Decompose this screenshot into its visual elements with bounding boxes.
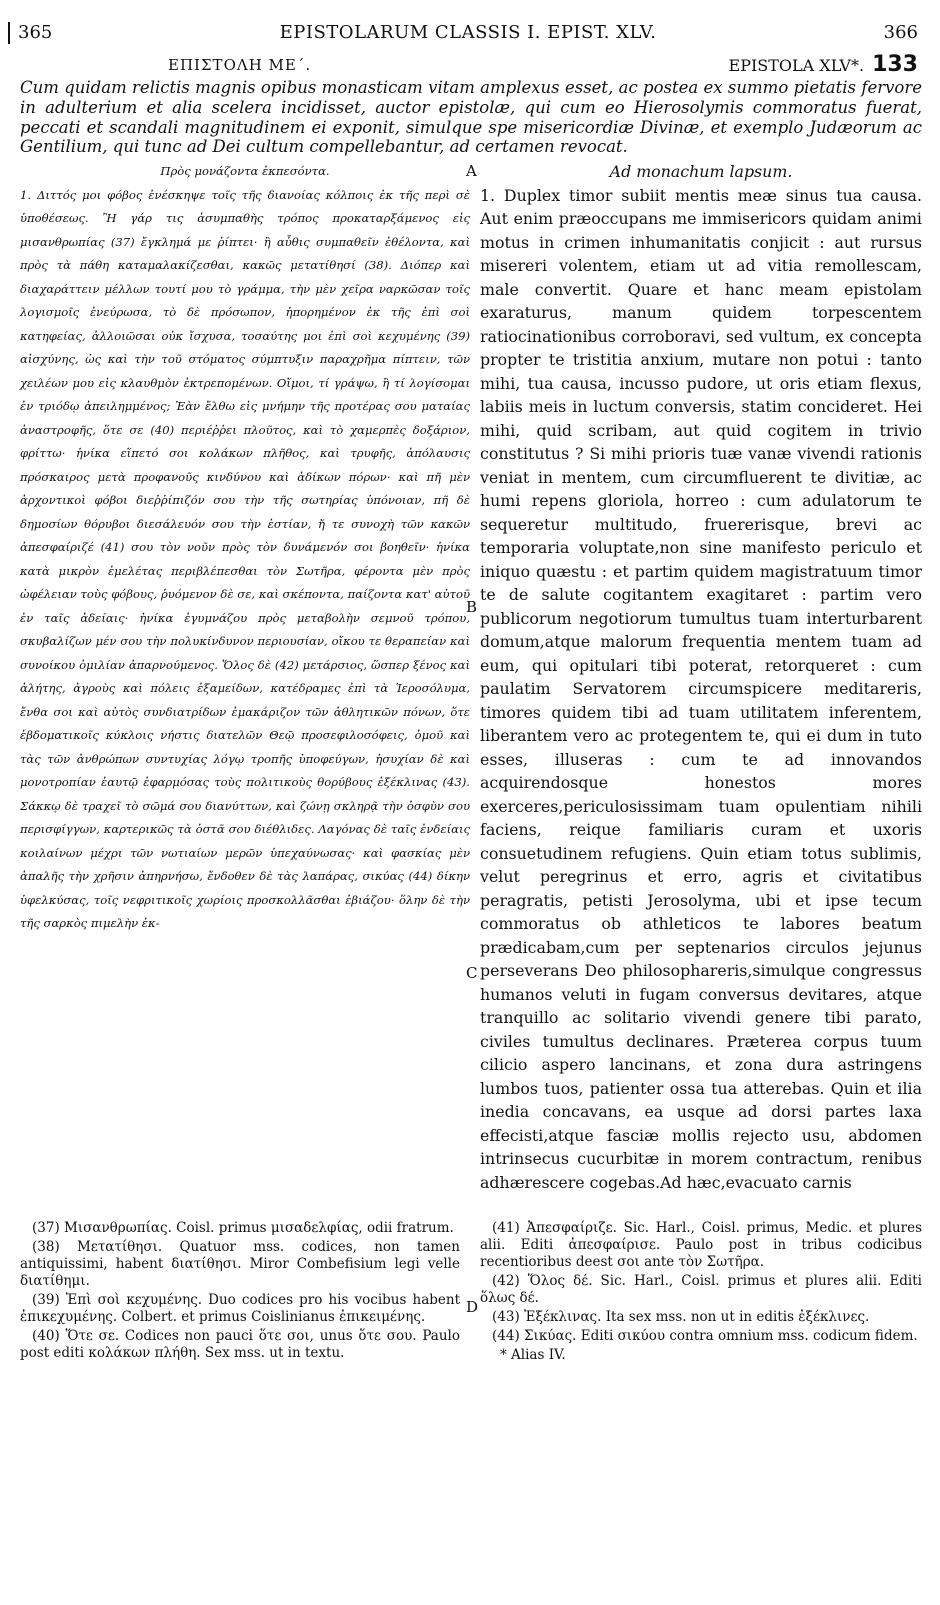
- latin-address: Ad monachum lapsum.: [609, 162, 793, 181]
- greek-epistle-title: ΕΠΙΣΤΟΛΗ ΜΕ΄.: [168, 56, 312, 74]
- footnote-43: (43) Ἐξέκλινας. Ita sex mss. non ut in editis ἐξέκλινες.: [492, 1309, 870, 1325]
- footnote-44: (44) Σικύας. Editi σικύου contra omnium mss. codicum fidem.: [492, 1328, 918, 1344]
- footnote-38: (38) Μετατίθησι. Quatuor mss. codices, non tamen antiquissimi, habent διατίθησι. Miror Combefisium legi velle διατίθημι.: [20, 1239, 460, 1289]
- page-number-left: 365: [18, 22, 53, 43]
- argument-summary: Cum quidam relictis magnis opibus monasticam vitam amplexus esset, ac postea ex summo pietatis fervore in adulterium et alia scelera incidisset, auctor epistolæ, qui cum eo Hierosolymis commoratus fuerat, peccati et scandali magnitudinem ei exponit, simulque spe misericordiæ Divinæ, et exemplo Judæorum ac Gentilium, qui tunc ad Dei cultum compellebantur, ad certamen revocat.: [20, 78, 922, 157]
- footnote-alias: * Alias IV.: [500, 1347, 566, 1363]
- footnotes-left: [20, 1220, 460, 1364]
- latin-text: 1. Duplex timor subiit mentis meæ sinus tua causa. Aut enim præoccupans me immisericors quidam animi motus in crimen inhumanitatis conjicit : aut rursus misereri volentem, etiam ut ad vitia remollescam, male convertit. Quare et hanc meam epistolam exaraturus, manum quidem torpescentem ratiocinationibus corroboravi, sed vultum, ex concepta propter te tristitia anxium, mutare non potui : tanto mihi, tua causa, incusso pudore, ut oris etiam flexus, labiis meis in luctum conversis, statim concideret. Hei mihi, quid scribam, aut quid cogitem in trivio constitutus ? Si mihi prioris tuæ vanæ vivendi rationis veniat in mentem, cum circumfluerent te divitiæ, ac humi repens gloriola, horreo : cum adulatorum te sequeretur multitudo, fruererisque, brevi ac temporaria voluptate,non sine manifesto periculo et iniquo quæstu : et partim quidem magistratuum timor te de salute cogitantem exagitaret : partim vero publicorum negotiorum tumultus tuam interturbarent domum,atque malorum frequentia mentem tuam ad eum, qui opitulari tibi poterat, retorqueret : cum paulatim Servatorem circumspicere meditareris, timores quidem tibi ad tuam utilitatem inferentem, liberantem vero ac protegentem te, qui ei dum in tuto esses, illuseras : cum te ad innovandos acquirendosque honestos mores exerceres,periculosissimam tuam opulentiam nihili faciens, reique familiaris curam et uxoris consuetudinem refugiens. Quin etiam totus sublimis, velut peregrinus et erro, agris et civitatibus peragratis, petisti Jerosolyma, ubi et ipse tecum commoratus ob athleticos te labores beatum prædicabam,cum per septenarios circulos jejunus perseverans Deo philosophareris,simulque congressus humanos veluti in fugam conversus devitares, atque tranquillo ac solitario vivendi genere tibi parato, civiles tumultus declinares. Præterea corpus tuum cilicio aspero lancinans, et zona dura astringens lumbos tuos, patienter ossa tua atterebas. Quin et ilia inedia concavans, ea usque ad dorsi partes laxa effecisti,atque fasciæ mollis rejecto usu, abdomen intrinsecus cucurbitæ in morem contractum, renibus adhærescere cogebas.Ad hæc,evacuato carnis: [480, 185, 922, 1192]
- footnote-37: (37) Μισανθρωπίας. Coisl. primus μισαδελφίας, odii fratrum.: [32, 1220, 454, 1236]
- footnote-42: (42) Ὅλος δέ. Sic. Harl., Coisl. primus et plures alii. Editi ὅλως δέ.: [480, 1273, 922, 1306]
- section-mark-c: C: [466, 964, 478, 982]
- epistle-number: 133: [872, 52, 918, 77]
- section-mark-d: D: [466, 1298, 479, 1316]
- section-mark-a: A: [466, 162, 477, 180]
- greek-text: 1. Διττός μοι φόβος ἐνέσκηψε τοῖς τῆς διανοίας κόλποις ἐκ τῆς περὶ σὲ ὑποθέσεως. Ἢ γάρ τις ἀσυμπαθὴς τρόπος προκαταρξάμενος εἰς μισανθρωπίας (37) ἔγκλημά με ῥίπτει· ἢ αὖθις συμπαθεῖν ἐθέλοντα, καὶ πρὸς τὰ πάθη καταμαλακίζεσθαι, κακῶς μετατίθησί (38). Διόπερ καὶ διαχαράττειν μέλλων τουτί μου τὸ γράμμα, τὴν μὲν χεῖρα ναρκῶσαν τοῖς λογισμοῖς ἐνεύρωσα, τὸ δὲ πρόσωπον, ἠπορημένον ἐκ τῆς ἐπὶ σοὶ κατηφείας, ἀλλοιῶσαι οὐκ ἴσχυσα, τοσαύτης μοι ἐπὶ σοὶ κεχυμένης (39) αἰσχύνης, ὡς καὶ τὴν τοῦ στόματος σύμπτυξιν παραχρῆμα πίπτειν, τῶν χειλέων μου εἰς κλαυθμὸν ἐκτρεπομένων. Οἴμοι, τί γράψω, ἢ τί λογίσομαι ἐν τριόδῳ ἀπειλημμένος; Ἐὰν ἔλθω εἰς μνήμην τῆς προτέρας σου ματαίας ἀναστροφῆς, ὅτε σε (40) περιέῤῥει πλοῦτος, καὶ τὸ χαμερπὲς δοξάριον, φρίττω· ἡνίκα εἵπετό σοι κολάκων πλῆθος, καὶ τρυφῆς, ἀπόλαυσις πρόσκαιρος μετὰ προφανοῦς κινδύνου καὶ ἀδίκων πόρων· καὶ πῆ μὲν ἀρχοντικοὶ φόβοι διεῤῥίπιζόν σου τὴν τῆς σωτηρίας ὑπόνοιαν, πῆ δὲ δημοσίων θόρυβοι διεσάλευόν σου τὴν ἑστίαν, ἤ τε συνοχὴ τῶν κακῶν ἀπεσφαίριζέ (41) σου τὸν νοῦν πρὸς τὸν δυνάμενόν σοι βοηθεῖν· ἡνίκα κατὰ μικρὸν ἐμελέτας περιβλέπεσθαι τὸν Σωτῆρα, φέροντα μὲν πρὸς ὠφέλειαν τοὺς φόβους, ῥυόμενον δὲ σε, καὶ σκέποντα, παίζοντα κατ' αὐτοῦ ἐν ταῖς ἀδείαις· ἡνίκα ἐγυμνάζου πρὸς μεταβολὴν σεμνοῦ τρόπου, σκυβαλίζων μέν σου τὴν πολυκίνδυνον περιουσίαν, οἴκου τε θεραπείαν καὶ συνοίκου ὁμιλίαν ἀπαρνούμενος. Ὅλος δὲ (42) μετάρσιος, ὥσπερ ξένος καὶ ἀλήτης, ἀγροὺς καὶ πόλεις ἐξαμείδων, κατέδραμες ἐπὶ τὰ Ἱεροσόλυμα, ἔνθα σοι καὶ αὐτὸς συνδιατρίδων ἐμακάριζον τῶν ἀθλητικῶν πόνων, ὅτε ἑβδοματικοῖς κύκλοις νήστις διατελῶν Θεῷ προσεφιλοσόφεις, ὁμοῦ καὶ τὰς τῶν ἀνθρώπων συντυχίας λόγῳ τροπῆς ὑποφεύγων, ἡσυχίαν δὲ καὶ μονοτροπίαν ἑαυτῷ ἐφαρμόσας τοὺς πολιτικοὺς θορύβους ἐξέκλινας (43). Σάκκῳ δὲ τραχεῖ τὸ σῶμά σου διανύττων, καὶ ζώνῃ σκληρᾷ τὴν ὀσφὺν σου περισφίγγων, καρτερικῶς τὰ ὀστᾶ σου διέθλιδες. Λαγόνας δὲ ταῖς ἐνδείαις κοιλαίνων μέχρι τῶν νωτιαίων μερῶν ὑπεχαύνωσας· καὶ φασκίας μὲν ἁπαλῆς τὴν χρῆσιν ἀπηρνήσω, ἔνδοθεν δὲ τὰς λαπάρας, σικύας (44) δίκην ὑφελκύσας, τοῖς νεφριτικοῖς χωρίοις προσκολλᾶσθαι ἐβιάζου· ὅλην δὲ τὴν τῆς σαρκὸς πιμελὴν ἐκ-: [20, 187, 470, 930]
- latin-column: [480, 160, 922, 1194]
- greek-address: Πρὸς μονάζοντα ἐκπεσόντα.: [160, 164, 330, 178]
- footnote-41: (41) Ἀπεσφαίριζε. Sic. Harl., Coisl. primus, Medic. et plures alii. Editi ἀπεσφαίρισε. Paulo post in tribus codicibus recentioribus deest σοι ante τὸν Σωτῆρα.: [480, 1220, 922, 1270]
- latin-epistle-title: EPISTOLA XLV*.: [728, 56, 865, 75]
- footnote-39: (39) Ἐπὶ σοὶ κεχυμένης. Duo codices pro his vocibus habent ἐπικεχυμένης. Colbert. et primus Coislinianus ἐπικειμένης.: [20, 1292, 460, 1325]
- section-mark-b: B: [466, 598, 478, 616]
- page-number-right: 366: [883, 22, 918, 43]
- running-title: EPISTOLARUM CLASSIS I. EPIST. XLV.: [279, 22, 657, 43]
- margin-tick: [8, 22, 10, 44]
- latin-epistle-heading: [729, 52, 918, 77]
- running-header: [18, 22, 918, 44]
- greek-column: [20, 160, 470, 936]
- epistle-titles: [18, 52, 918, 78]
- footnotes-right: [480, 1220, 922, 1366]
- footnote-40: (40) Ὅτε σε. Codices non pauci ὅτε σοι, unus ὅτε σου. Paulo post editi κολάκων πλήθη. Sex mss. ut in textu.: [20, 1328, 460, 1361]
